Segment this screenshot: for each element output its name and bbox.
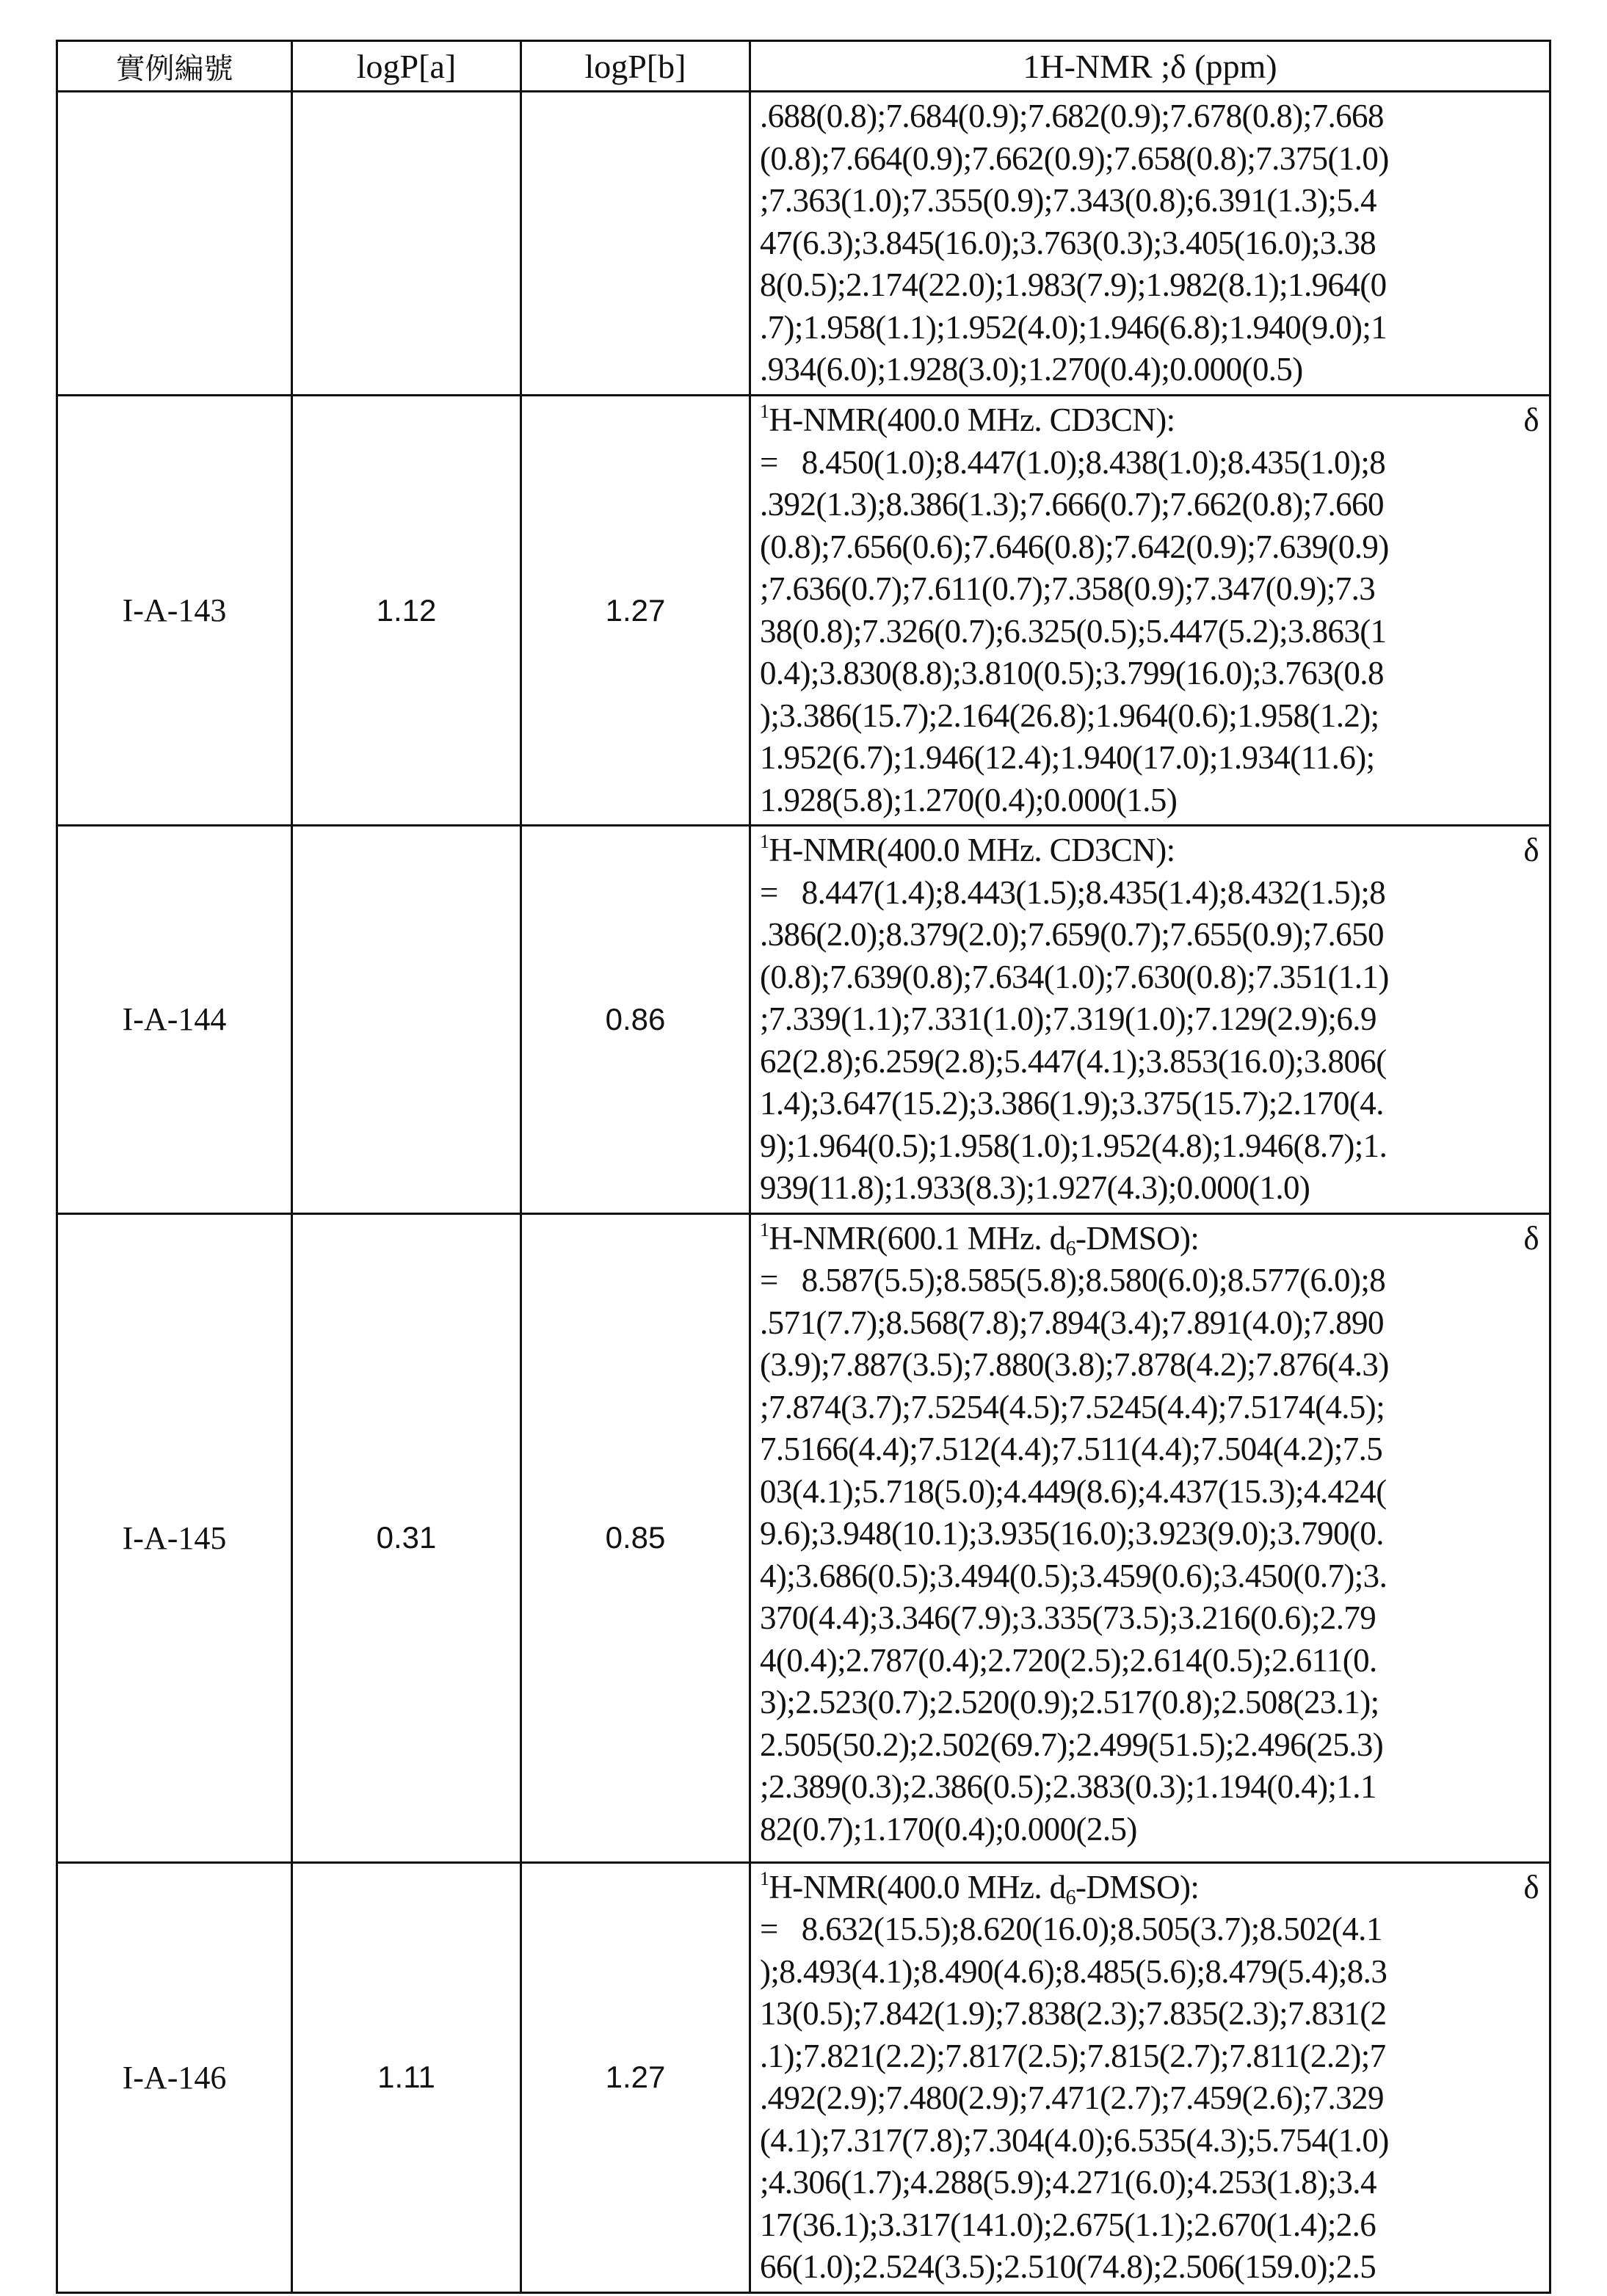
superscript: 1 <box>760 401 769 422</box>
nmr-peak-line: 8(0.5);2.174(22.0);1.983(7.9);1.982(8.1);1.964(0 <box>760 264 1539 307</box>
logp-a-cell <box>292 92 521 396</box>
logp-b-cell <box>521 92 750 396</box>
nmr-peak-line: = 8.447(1.4);8.443(1.5);8.435(1.4);8.432(1.5);8 <box>760 872 1539 915</box>
nmr-peak-line: 2.505(50.2);2.502(69.7);2.499(51.5);2.496(25.3) <box>760 1724 1539 1767</box>
nmr-peak-line: .7);1.958(1.1);1.952(4.0);1.946(6.8);1.940(9.0);1 <box>760 307 1539 349</box>
header-example-number: 實例編號 <box>57 41 292 92</box>
table-row <box>57 92 1550 396</box>
nmr-peak-line: .386(2.0);8.379(2.0);7.659(0.7);7.655(0.9);7.650 <box>760 914 1539 956</box>
nmr-peak-line: 9.6);3.948(10.1);3.935(16.0);3.923(9.0);3.790(0. <box>760 1513 1539 1555</box>
nmr-peak-line: .934(6.0);1.928(3.0);1.270(0.4);0.000(0.5) <box>760 349 1539 391</box>
delta-symbol: δ <box>1523 399 1539 442</box>
superscript: 1 <box>760 831 769 852</box>
nmr-instrument <box>760 1218 1199 1260</box>
table-row <box>57 1213 1550 1862</box>
logp-a-cell: 0.31 <box>292 1213 521 1862</box>
logp-b-cell: 1.27 <box>521 1862 750 2292</box>
nmr-peak-line: 62(2.8);6.259(2.8);5.447(4.1);3.853(16.0);3.806( <box>760 1041 1539 1083</box>
nmr-peak-line: 4(0.4);2.787(0.4);2.720(2.5);2.614(0.5);2.611(0. <box>760 1640 1539 1682</box>
nmr-peak-line: .392(1.3);8.386(1.3);7.666(0.7);7.662(0.8);7.660 <box>760 484 1539 526</box>
example-id-cell <box>57 92 292 396</box>
nmr-peak-line: 939(11.8);1.933(8.3);1.927(4.3);0.000(1.0) <box>760 1167 1539 1210</box>
nmr-cell <box>750 1862 1550 2292</box>
logp-a-cell: 1.12 <box>292 396 521 826</box>
nmr-header-line <box>760 399 1539 442</box>
nmr-cell <box>750 92 1550 396</box>
logp-a-cell <box>292 826 521 1214</box>
nmr-peak-line: 1.952(6.7);1.946(12.4);1.940(17.0);1.934(11.6); <box>760 737 1539 780</box>
nmr-peak-line: 66(1.0);2.524(3.5);2.510(74.8);2.506(159.0);2.5 <box>760 2246 1539 2289</box>
nmr-peak-line: (0.8);7.664(0.9);7.662(0.9);7.658(0.8);7.375(1.0) <box>760 138 1539 181</box>
header-row <box>57 41 1550 92</box>
nmr-solvent: -DMSO): <box>1075 1869 1199 1906</box>
nmr-label: H-NMR(400.0 MHz. d <box>769 1869 1065 1906</box>
nmr-peak-line: .571(7.7);8.568(7.8);7.894(3.4);7.891(4.0);7.890 <box>760 1302 1539 1345</box>
nmr-peak-line: 370(4.4);3.346(7.9);3.335(73.5);3.216(0.6);2.79 <box>760 1597 1539 1640</box>
nmr-peak-line: .688(0.8);7.684(0.9);7.682(0.9);7.678(0.8);7.668 <box>760 95 1539 138</box>
nmr-cell <box>750 1213 1550 1862</box>
nmr-instrument <box>760 399 1175 442</box>
delta-symbol: δ <box>1523 1867 1539 1909</box>
nmr-cell <box>750 826 1550 1214</box>
nmr-peak-line: ;4.306(1.7);4.288(5.9);4.271(6.0);4.253(1.8);3.4 <box>760 2162 1539 2204</box>
delta-symbol: δ <box>1523 1218 1539 1260</box>
nmr-peak-line: ;7.339(1.1);7.331(1.0);7.319(1.0);7.129(2.9);6.9 <box>760 998 1539 1041</box>
nmr-peak-line: = 8.632(15.5);8.620(16.0);8.505(3.7);8.502(4.1 <box>760 1908 1539 1951</box>
nmr-label: H-NMR(600.1 MHz. d <box>769 1220 1065 1257</box>
nmr-header-line <box>760 1867 1539 1909</box>
logp-b-cell: 0.85 <box>521 1213 750 1862</box>
nmr-instrument <box>760 1867 1199 1909</box>
table-row <box>57 826 1550 1214</box>
header-logp-a: logP[a] <box>292 41 521 92</box>
logp-b-cell: 1.27 <box>521 396 750 826</box>
nmr-peak-line: = 8.587(5.5);8.585(5.8);8.580(6.0);8.577(6.0);8 <box>760 1260 1539 1302</box>
nmr-peak-line: = 8.450(1.0);8.447(1.0);8.438(1.0);8.435(1.0);8 <box>760 442 1539 484</box>
nmr-header-line <box>760 1218 1539 1260</box>
nmr-peak-line: 17(36.1);3.317(141.0);2.675(1.1);2.670(1.4);2.6 <box>760 2204 1539 2247</box>
example-id-cell: I-A-143 <box>57 396 292 826</box>
delta-symbol: δ <box>1523 829 1539 872</box>
nmr-peak-line: 7.5166(4.4);7.512(4.4);7.511(4.4);7.504(4.2);7.5 <box>760 1428 1539 1471</box>
nmr-peak-line: );8.493(4.1);8.490(4.6);8.485(5.6);8.479(5.4);8.3 <box>760 1951 1539 1994</box>
nmr-peak-line: 9);1.964(0.5);1.958(1.0);1.952(4.8);1.946(8.7);1. <box>760 1125 1539 1168</box>
example-id-cell: I-A-146 <box>57 1862 292 2292</box>
nmr-peak-line: ;7.363(1.0);7.355(0.9);7.343(0.8);6.391(1.3);5.4 <box>760 180 1539 222</box>
nmr-peak-line: 38(0.8);7.326(0.7);6.325(0.5);5.447(5.2);3.863(1 <box>760 611 1539 653</box>
nmr-peak-line: 82(0.7);1.170(0.4);0.000(2.5) <box>760 1809 1539 1851</box>
nmr-peak-line: 3);2.523(0.7);2.520(0.9);2.517(0.8);2.508(23.1); <box>760 1682 1539 1724</box>
nmr-peak-line: 0.4);3.830(8.8);3.810(0.5);3.799(16.0);3.763(0.8 <box>760 653 1539 695</box>
nmr-peak-line: .1);7.821(2.2);7.817(2.5);7.815(2.7);7.811(2.2);7 <box>760 2035 1539 2078</box>
nmr-peak-line: 47(6.3);3.845(16.0);3.763(0.3);3.405(16.0);3.38 <box>760 222 1539 265</box>
nmr-peak-line: (0.8);7.639(0.8);7.634(1.0);7.630(0.8);7.351(1.1) <box>760 956 1539 999</box>
example-id-cell: I-A-144 <box>57 826 292 1214</box>
subscript: 6 <box>1066 1886 1075 1909</box>
nmr-peak-line: ;2.389(0.3);2.386(0.5);2.383(0.3);1.194(0.4);1.1 <box>760 1766 1539 1809</box>
table-row <box>57 396 1550 826</box>
nmr-peak-line: 1.4);3.647(15.2);3.386(1.9);3.375(15.7);2.170(4. <box>760 1083 1539 1125</box>
nmr-peak-line: (4.1);7.317(7.8);7.304(4.0);6.535(4.3);5.754(1.0) <box>760 2120 1539 2162</box>
example-id-cell: I-A-145 <box>57 1213 292 1862</box>
logp-b-cell: 0.86 <box>521 826 750 1214</box>
nmr-instrument <box>760 829 1175 872</box>
nmr-data-table <box>56 40 1551 2294</box>
subscript: 6 <box>1066 1238 1075 1260</box>
superscript: 1 <box>760 1868 769 1889</box>
nmr-peak-line: .492(2.9);7.480(2.9);7.471(2.7);7.459(2.6);7.329 <box>760 2077 1539 2120</box>
logp-a-cell: 1.11 <box>292 1862 521 2292</box>
nmr-label: H-NMR(400.0 MHz. CD3CN): <box>769 832 1175 868</box>
nmr-peak-line: 13(0.5);7.842(1.9);7.838(2.3);7.835(2.3);7.831(2 <box>760 1993 1539 2035</box>
nmr-peak-line: 03(4.1);5.718(5.0);4.449(8.6);4.437(15.3);4.424( <box>760 1471 1539 1514</box>
superscript: 1 <box>760 1219 769 1240</box>
nmr-peak-line: 4);3.686(0.5);3.494(0.5);3.459(0.6);3.450(0.7);3. <box>760 1555 1539 1598</box>
header-nmr: 1H-NMR ;δ (ppm) <box>750 41 1550 92</box>
nmr-peak-line: 1.928(5.8);1.270(0.4);0.000(1.5) <box>760 780 1539 822</box>
table-row <box>57 1862 1550 2292</box>
nmr-peak-line: (0.8);7.656(0.6);7.646(0.8);7.642(0.9);7.639(0.9) <box>760 526 1539 569</box>
header-logp-b: logP[b] <box>521 41 750 92</box>
nmr-peak-line: (3.9);7.887(3.5);7.880(3.8);7.878(4.2);7.876(4.3) <box>760 1344 1539 1387</box>
nmr-header-line <box>760 829 1539 872</box>
nmr-cell <box>750 396 1550 826</box>
nmr-peak-line: );3.386(15.7);2.164(26.8);1.964(0.6);1.958(1.2); <box>760 695 1539 738</box>
nmr-peak-line: ;7.874(3.7);7.5254(4.5);7.5245(4.4);7.5174(4.5); <box>760 1387 1539 1429</box>
nmr-label: H-NMR(400.0 MHz. CD3CN): <box>769 402 1175 438</box>
nmr-solvent: -DMSO): <box>1075 1220 1199 1257</box>
nmr-peak-line: ;7.636(0.7);7.611(0.7);7.358(0.9);7.347(0.9);7.3 <box>760 568 1539 611</box>
